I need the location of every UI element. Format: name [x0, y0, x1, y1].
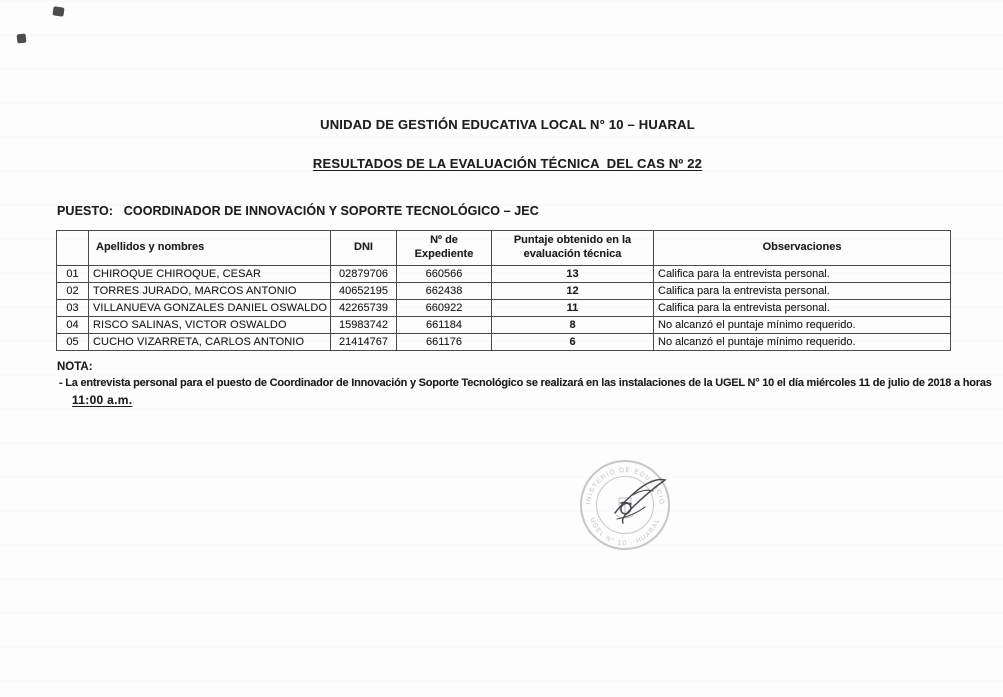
cell-dni: 40652195: [331, 283, 397, 300]
header-expediente-line2: Expediente: [414, 248, 474, 260]
scan-speck: [52, 6, 64, 16]
header-observaciones: Observaciones: [654, 231, 951, 266]
header-puntaje-line2: evaluación técnica: [523, 248, 622, 260]
header-nombres: Apellidos y nombres: [89, 231, 331, 266]
official-stamp: [575, 455, 675, 555]
signature-scribble: [615, 480, 665, 523]
stamp-seal-graphic: [575, 455, 675, 555]
cell-dni: 15983742: [331, 317, 397, 334]
cell-expediente: 661176: [397, 334, 492, 351]
table-row: [57, 266, 951, 283]
svg-text:UGEL N° 10 - HUARAL: [588, 517, 661, 547]
table-header: [57, 231, 951, 266]
scan-speck: [17, 34, 27, 44]
cell-dni: 02879706: [331, 266, 397, 283]
table-body: [57, 266, 951, 351]
cell-nombre: RISCO SALINAS, VICTOR OSWALDO: [89, 317, 331, 334]
table-row: [57, 283, 951, 300]
cell-expediente: 660566: [397, 266, 492, 283]
header-puntaje: [492, 231, 654, 266]
puesto-value: COORDINADOR DE INNOVACIÓN Y SOPORTE TECNOLÓGICO – JEC: [123, 204, 539, 218]
puesto-spacer: [113, 204, 124, 218]
puesto-line: [57, 204, 539, 218]
table-row: [57, 300, 951, 317]
header-puntaje-line1: Puntaje obtenido en la: [513, 234, 632, 247]
cell-nombre: VILLANUEVA GONZALES DANIEL OSWALDO: [89, 300, 331, 317]
cell-observacion: No alcanzó el puntaje mínimo requerido.: [654, 334, 951, 351]
cell-num: 05: [57, 334, 89, 351]
nota-text: - La entrevista personal para el puesto de Coordinador de Innovación y Soporte Tecnológico se realizará en las instalaciones de la UGEL N° 10 el día miércoles 11 de julio de 2018 a horas: [59, 377, 992, 389]
cell-num: 02: [57, 283, 89, 300]
cell-observacion: Califica para la entrevista personal.: [654, 300, 951, 317]
cell-puntaje: 11: [492, 300, 654, 317]
page-subtitle: RESULTADOS DE LA EVALUACIÓN TÉCNICA DEL CAS Nº 22: [312, 156, 703, 171]
header-num: [57, 231, 89, 266]
cell-num: 04: [57, 317, 89, 334]
cell-nombre: TORRES JURADO, MARCOS ANTONIO: [89, 283, 331, 300]
cell-nombre: CUCHO VIZARRETA, CARLOS ANTONIO: [89, 334, 331, 351]
cell-observacion: Califica para la entrevista personal.: [654, 283, 951, 300]
table-row: [57, 334, 951, 351]
header-expediente-line1: Nº de: [430, 234, 458, 247]
results-table: [56, 230, 951, 351]
cell-puntaje: 13: [492, 266, 654, 283]
cell-expediente: 660922: [397, 300, 492, 317]
nota-time: 11:00 a.m.: [72, 393, 133, 407]
page-title: UNIDAD DE GESTIÓN EDUCATIVA LOCAL N° 10 – HUARAL: [320, 117, 695, 132]
cell-dni: 21414767: [331, 334, 397, 351]
header-expediente: [397, 231, 492, 266]
cell-observacion: Califica para la entrevista personal.: [654, 266, 951, 283]
cell-expediente: 661184: [397, 317, 492, 334]
cell-puntaje: 8: [492, 317, 654, 334]
cell-dni: 42265739: [331, 300, 397, 317]
puesto-label: PUESTO:: [57, 204, 114, 218]
cell-puntaje: 12: [492, 283, 654, 300]
cell-observacion: No alcanzó el puntaje mínimo requerido.: [654, 317, 951, 334]
header-dni: DNI: [331, 231, 397, 266]
cell-num: 01: [57, 266, 89, 283]
header-row: [57, 231, 951, 266]
table-row: [57, 317, 951, 334]
cell-expediente: 662438: [397, 283, 492, 300]
cell-num: 03: [57, 300, 89, 317]
cell-nombre: CHIROQUE CHIROQUE, CESAR: [89, 266, 331, 283]
cell-puntaje: 6: [492, 334, 654, 351]
stamp-arc-top-text: MINISTERIO DE EDUCACIÓN: [585, 466, 666, 507]
stamp-arc-bottom-text: UGEL N° 10 - HUARAL: [588, 516, 662, 548]
nota-label: NOTA:: [57, 361, 93, 373]
